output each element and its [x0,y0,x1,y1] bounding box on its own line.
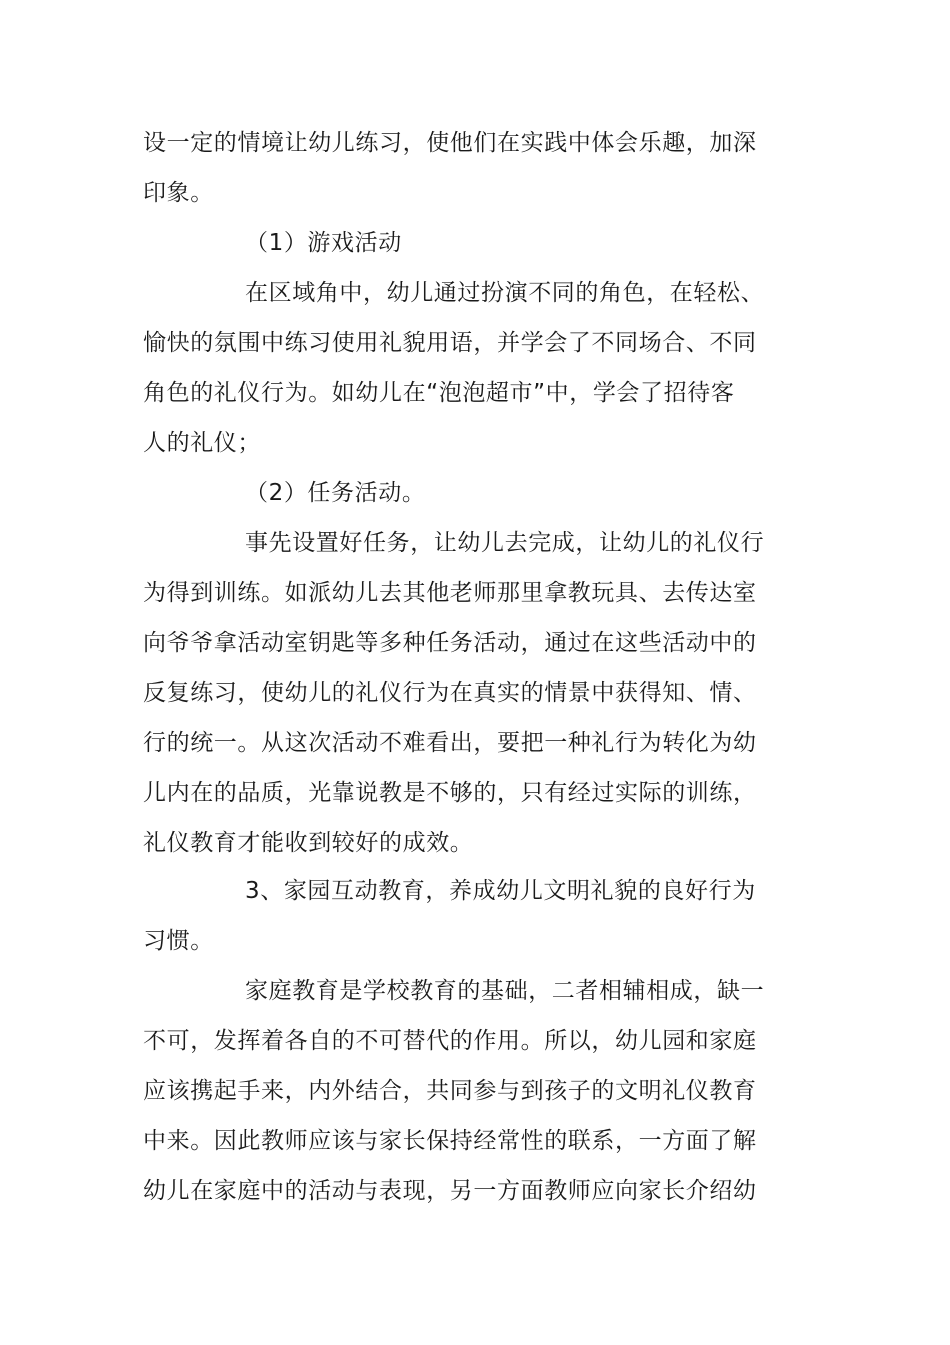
text-line: 为得到训练。如派幼儿去其他老师那里拿教玩具、去传达室 [143,580,757,606]
text-line: 中来。因此教师应该与家长保持经常性的联系，一方面了解 [143,1128,757,1154]
text-line: 印象。 [143,180,214,206]
section-heading: （1）游戏活动 [245,230,402,256]
text-line: 角色的礼仪行为。如幼儿在“泡泡超市”中，学会了招待客 [143,380,735,406]
text-line: 反复练习，使幼儿的礼仪行为在真实的情景中获得知、情、 [143,680,757,706]
text-line: 愉快的氛围中练习使用礼貌用语，并学会了不同场合、不同 [143,330,757,356]
text-line: 习惯。 [143,928,214,954]
text-line: 家庭教育是学校教育的基础，二者相辅相成，缺一 [245,978,765,1004]
text-line: 向爷爷拿活动室钥匙等多种任务活动，通过在这些活动中的 [143,630,757,656]
section-heading: 3、家园互动教育，养成幼儿文明礼貌的良好行为 [245,878,756,904]
section-heading: （2）任务活动。 [245,480,426,506]
text-line: 礼仪教育才能收到较好的成效。 [143,830,474,856]
text-line: 在区域角中，幼儿通过扮演不同的角色，在轻松、 [245,280,765,306]
text-line: 幼儿在家庭中的活动与表现，另一方面教师应向家长介绍幼 [143,1178,757,1204]
text-line: 设一定的情境让幼儿练习，使他们在实践中体会乐趣，加深 [143,130,757,156]
text-line: 不可，发挥着各自的不可替代的作用。所以，幼儿园和家庭 [143,1028,757,1054]
text-line: 儿内在的品质，光靠说教是不够的，只有经过实际的训练， [143,780,757,806]
text-line: 应该携起手来，内外结合，共同参与到孩子的文明礼仪教育 [143,1078,757,1104]
text-line: 行的统一。从这次活动不难看出，要把一种礼行为转化为幼 [143,730,757,756]
text-line: 事先设置好任务，让幼儿去完成，让幼儿的礼仪行 [245,530,765,556]
text-line: 人的礼仪； [143,430,261,456]
